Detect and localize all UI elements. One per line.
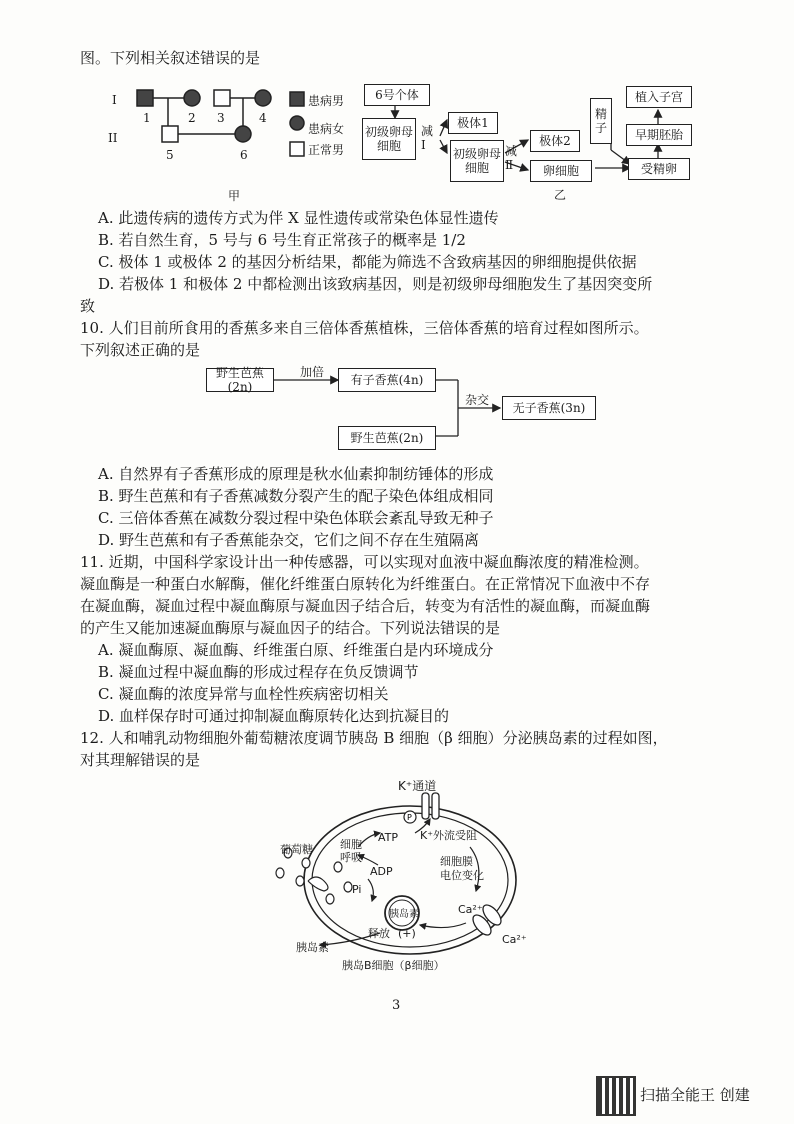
label-beta-cell: 胰岛B细胞（β细胞） [342, 959, 445, 972]
legend-normal-male: 正常男 [308, 143, 345, 157]
pedigree-num: 6 [240, 148, 248, 162]
page-number: 3 [392, 998, 401, 1013]
q10-stem-1: 10. 人们目前所食用的香蕉多来自三倍体香蕉植株，三倍体香蕉的培育过程如图所示。 [80, 319, 649, 337]
box-wild-banana-2: 野生芭蕉(2n) [338, 426, 436, 450]
label-insulin-vesicle: 胰岛素 [389, 909, 419, 920]
pedigree-num: 2 [188, 111, 196, 125]
label-double: 加倍 [300, 365, 325, 379]
gen-label-2: II [108, 131, 118, 145]
label-ca-inside: Ca²⁺ [458, 903, 483, 916]
q12-stem-1: 12. 人和哺乳动物细胞外葡萄糖浓度调节胰岛 B 细胞（β 细胞）分泌胰岛素的过程如图， [80, 729, 668, 747]
pedigree-ii6 [235, 126, 251, 142]
label-ca-outside: Ca²⁺ [502, 933, 527, 946]
box-polar2: 极体2 [530, 130, 580, 152]
gen-label-1: I [112, 93, 117, 107]
label-atp: ATP [378, 831, 399, 844]
q11-stem-1: 11. 近期，中国科学家设计出一种传感器，可以实现对血液中凝血酶浓度的精准检测。 [80, 553, 649, 571]
label-meiosis2: 减Ⅱ [505, 144, 518, 172]
q10-option-d: D. 野生芭蕉和有子香蕉能杂交，它们之间不存在生殖隔离 [98, 531, 480, 549]
pedigree-num: 4 [259, 111, 267, 125]
pedigree-i1 [137, 90, 153, 106]
label-potential: 电位变化 [440, 869, 484, 882]
label-k-blocked: K⁺外流受阻 [420, 829, 478, 842]
label-cross: 杂交 [465, 393, 490, 407]
q9-option-c: C. 极体 1 或极体 2 的基因分析结果，都能为筛选不含致病基因的卵细胞提供依据 [98, 253, 637, 271]
box-wild-banana-1: 野生芭蕉(2n) [206, 368, 274, 392]
label-release: 释放 [368, 927, 390, 940]
label-glucose: 葡萄糖 [280, 843, 313, 856]
q10-stem-2: 下列叙述正确的是 [80, 341, 201, 359]
box-embryo: 早期胚胎 [626, 124, 692, 146]
box-seeded-banana: 有子香蕉(4n) [338, 368, 436, 392]
pedigree-num: 5 [166, 148, 174, 162]
box-secondary-oocyte: 初级卵母细胞 [450, 140, 504, 182]
q11-option-b: B. 凝血过程中凝血酶的形成过程存在负反馈调节 [98, 663, 419, 681]
figure-label-yi: 乙 [554, 188, 567, 202]
q9-intro: 图。下列相关叙述错误的是 [80, 49, 261, 67]
svg-text:P: P [407, 813, 412, 822]
q11-option-a: A. 凝血酶原、凝血酶、纤维蛋白原、纤维蛋白是内环境成分 [98, 641, 494, 659]
pedigree-i2 [184, 90, 200, 106]
label-respiration: 细胞呼吸 [340, 838, 362, 864]
figure-label-jia: 甲 [228, 189, 241, 203]
box-implant: 植入子宫 [626, 86, 692, 108]
q9-option-a: A. 此遗传病的遗传方式为伴 X 显性遗传或常染色体显性遗传 [98, 209, 499, 227]
label-membrane: 细胞膜 [440, 855, 473, 868]
q11-option-d: D. 血样保存时可通过抑制凝血酶原转化达到抗凝目的 [98, 707, 450, 725]
q10-option-a: A. 自然界有子香蕉形成的原理是秋水仙素抑制纺锤体的形成 [98, 465, 494, 483]
label-plus: (+) [398, 927, 416, 940]
box-sperm: 精子 [590, 98, 612, 144]
pedigree-i3 [214, 90, 230, 106]
box-polar1: 极体1 [448, 112, 498, 134]
q12-stem-2: 对其理解错误的是 [80, 751, 201, 769]
label-pi: Pi [352, 883, 362, 896]
legend-affected-male: 患病男 [308, 94, 345, 108]
label-insulin-out: 胰岛素 [296, 941, 329, 954]
q9-option-b: B. 若自然生育，5 号与 6 号生育正常孩子的概率是 1/2 [98, 231, 466, 249]
legend-affected-female: 患病女 [308, 122, 345, 136]
pedigree-i4 [255, 90, 271, 106]
q9-option-d: D. 若极体 1 和极体 2 中都检测出该致病基因，则是初级卵母细胞发生了基因突变所 [98, 275, 653, 293]
pedigree-ii5 [162, 126, 178, 142]
q11-option-c: C. 凝血酶的浓度异常与血栓性疾病密切相关 [98, 685, 389, 703]
box-seedless-banana: 无子香蕉(3n) [502, 396, 596, 420]
q10-option-c: C. 三倍体香蕉在减数分裂过程中染色体联会紊乱导致无种子 [98, 509, 494, 527]
qr-code-icon [596, 1076, 636, 1116]
label-adp: ADP [370, 865, 393, 878]
pedigree-num: 1 [143, 111, 151, 125]
footer-brand: 扫描全能王 创建 [640, 1086, 750, 1104]
box-egg: 卵细胞 [530, 160, 592, 182]
q9-option-d-cont: 致 [80, 297, 96, 315]
q11-stem-4: 的产生又能加速凝血酶原与凝血因子的结合。下列说法错误的是 [80, 619, 501, 637]
pedigree-num: 3 [217, 111, 225, 125]
q11-stem-3: 在凝血酶，凝血过程中凝血酶原与凝血因子结合后，转变为有活性的凝血酶，而凝血酶 [80, 597, 651, 615]
q11-stem-2: 凝血酶是一种蛋白水解酶，催化纤维蛋白原转化为纤维蛋白。在正常情况下血液中不存 [80, 575, 651, 593]
label-k-channel: K⁺通道 [398, 779, 437, 793]
label-meiosis1: 减Ⅰ [421, 124, 434, 152]
box-individual6: 6号个体 [364, 84, 430, 106]
q10-option-b: B. 野生芭蕉和有子香蕉减数分裂产生的配子染色体组成相同 [98, 487, 494, 505]
box-primary-oocyte: 初级卵母细胞 [362, 118, 416, 160]
box-fertilized: 受精卵 [628, 158, 690, 180]
